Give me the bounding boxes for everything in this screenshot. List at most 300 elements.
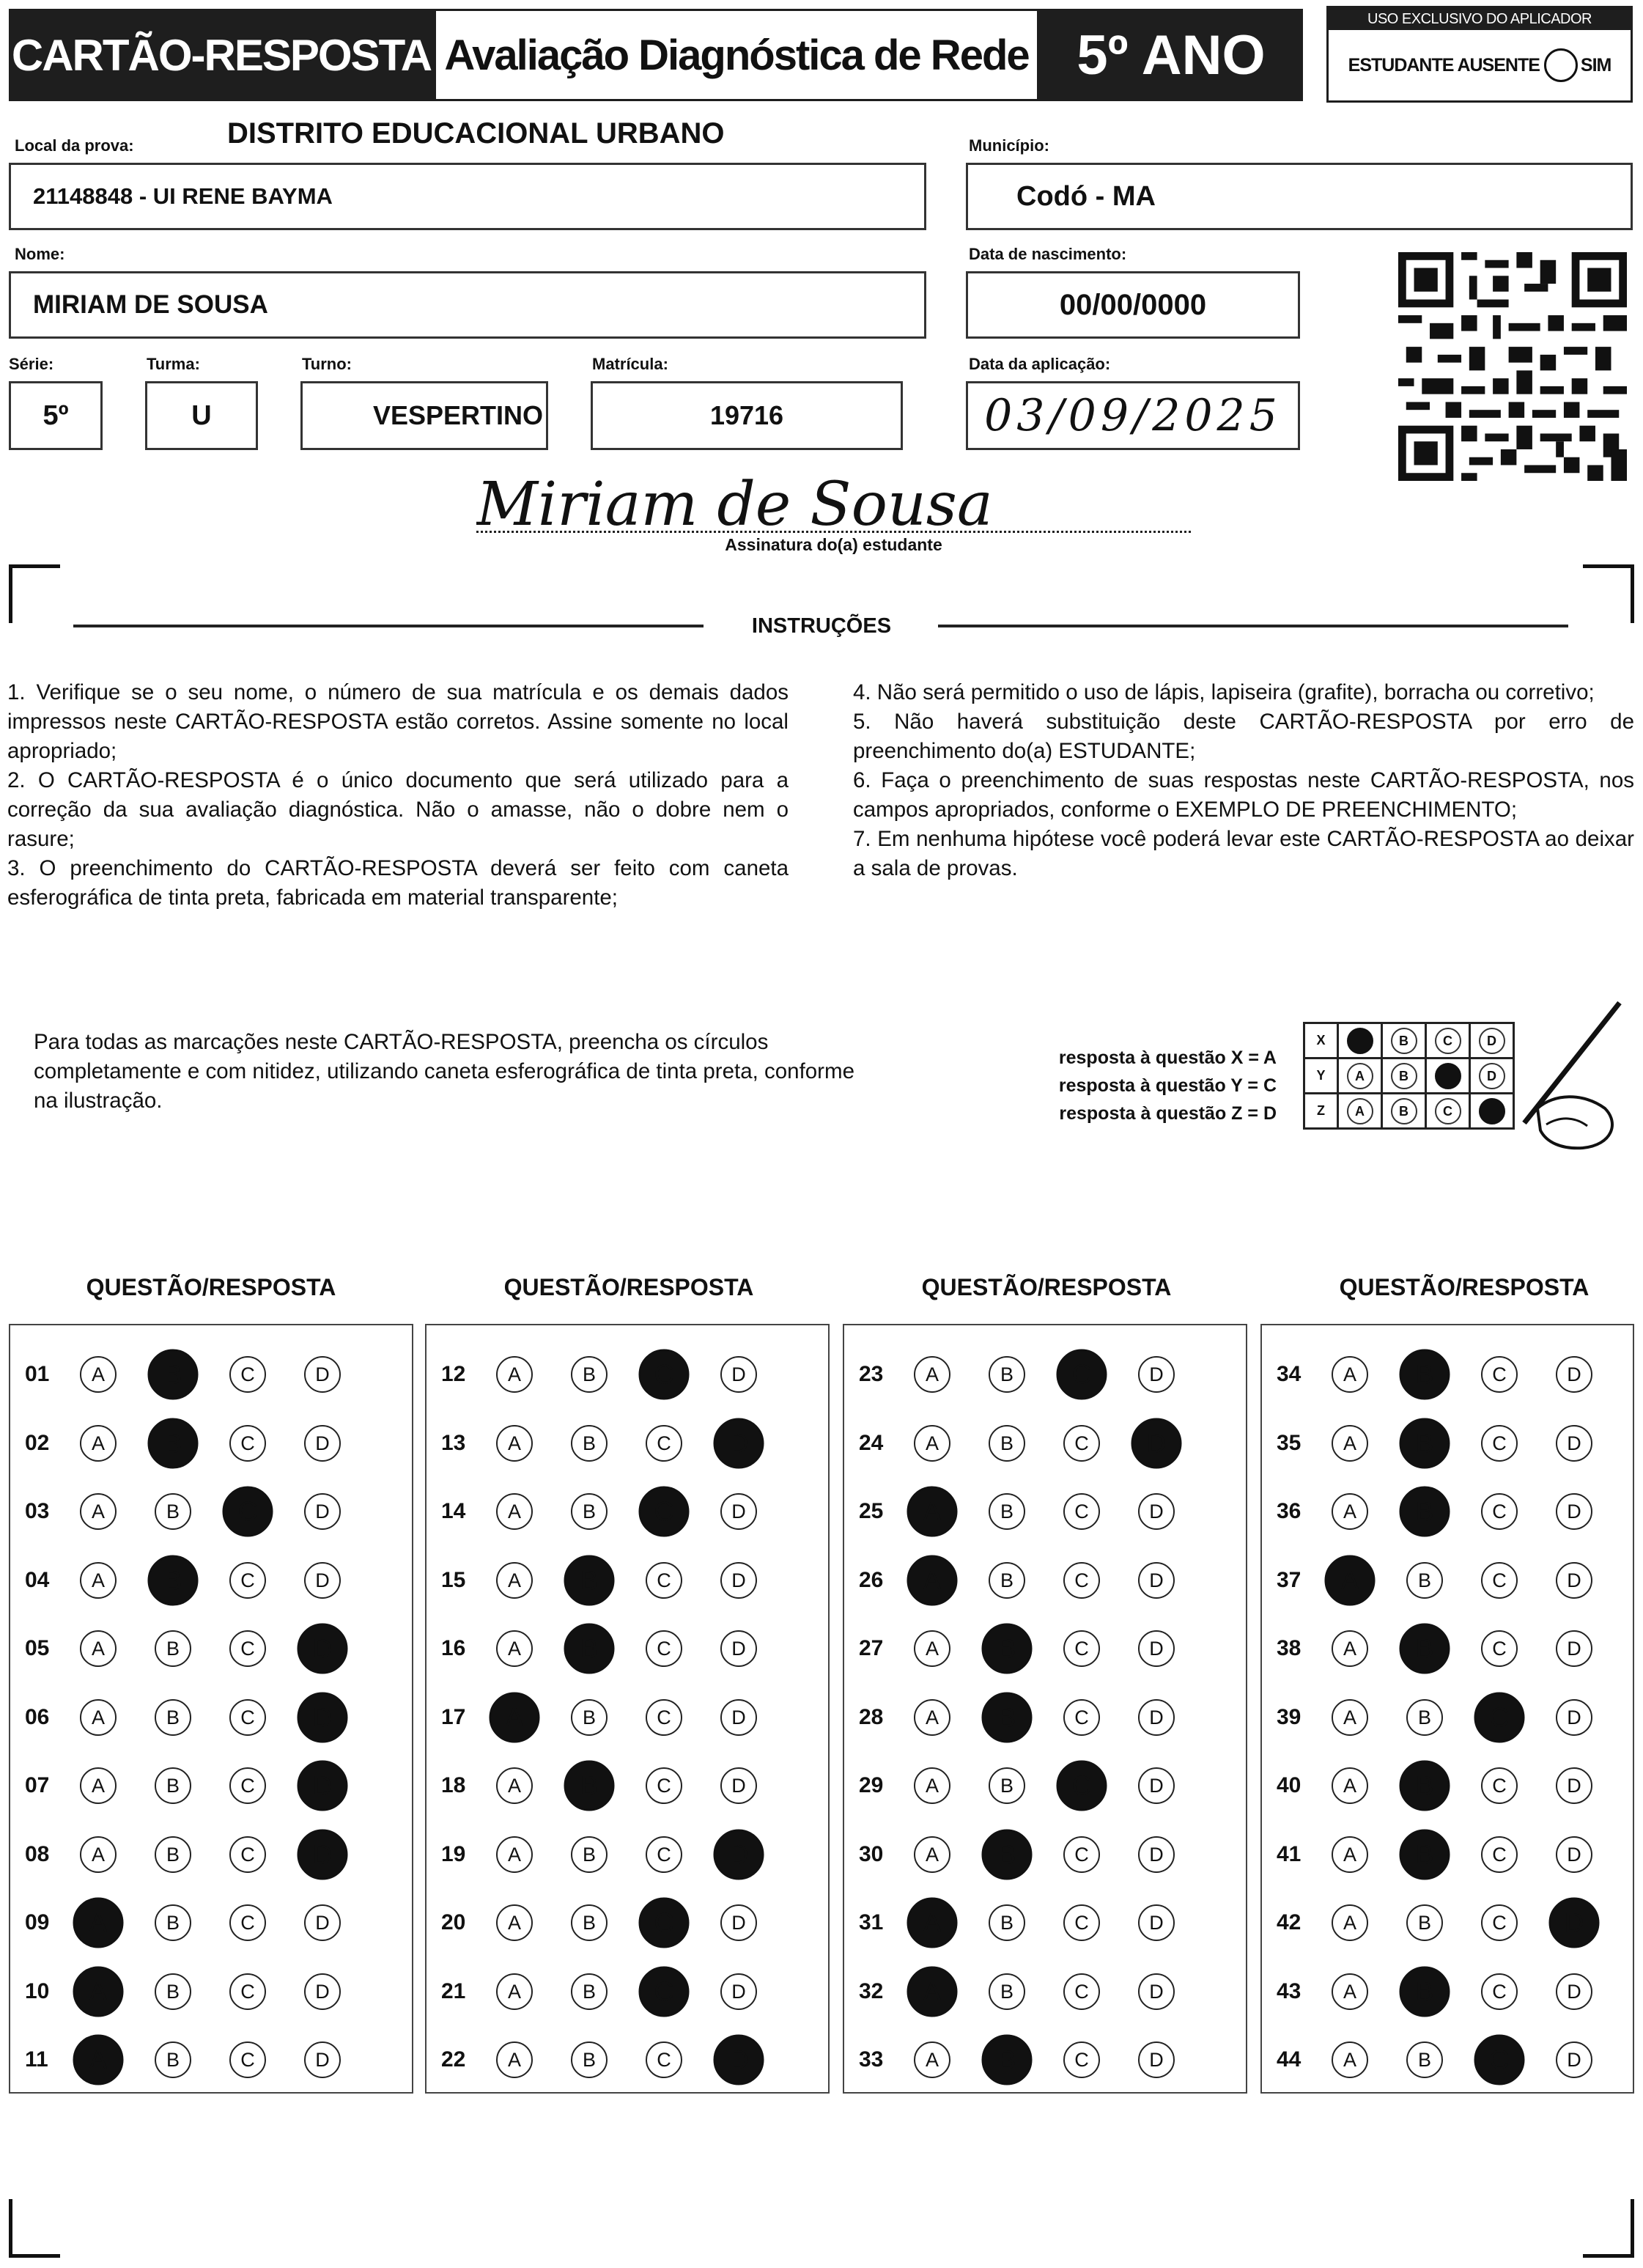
answer-row — [10, 1614, 412, 1683]
answer-bubble-c[interactable]: C — [639, 1966, 690, 2017]
question-number: 23 — [859, 1362, 884, 1386]
answer-bubble-d[interactable]: D — [1556, 1973, 1592, 2010]
question-number: 44 — [1277, 2047, 1302, 2072]
answer-bubble-a[interactable]: A — [907, 1555, 958, 1605]
answer-bubble-a[interactable]: A — [1332, 1425, 1368, 1462]
answer-bubble-c[interactable]: C — [1481, 1425, 1518, 1462]
answer-bubble-d[interactable]: D — [1549, 1898, 1600, 1948]
answer-bubble-c[interactable]: C — [646, 1425, 682, 1462]
answer-row — [1262, 1340, 1633, 1409]
answer-bubble-c[interactable]: C — [1063, 1904, 1100, 1941]
answer-bubble-a[interactable]: A — [496, 2041, 533, 2078]
answer-bubble-b[interactable]: B — [1400, 1624, 1450, 1674]
answer-bubble-a[interactable]: A — [907, 1898, 958, 1948]
question-number: 36 — [1277, 1499, 1302, 1523]
question-number: 03 — [25, 1499, 50, 1523]
answer-bubble-c[interactable]: C — [223, 1487, 273, 1537]
answer-bubble-b[interactable]: B — [989, 1493, 1025, 1530]
answer-bubble-b[interactable]: B — [989, 1356, 1025, 1393]
instructions-left-column — [7, 678, 789, 913]
question-number: 01 — [25, 1362, 50, 1386]
answer-bubble-d[interactable]: D — [1556, 1699, 1592, 1736]
answer-bubble-b[interactable]: B — [1400, 1487, 1450, 1537]
absent-label: ESTUDANTE AUSENTE — [1348, 54, 1540, 76]
answer-row — [427, 1820, 828, 1889]
answer-bubble-a[interactable]: A — [496, 1356, 533, 1393]
question-number: 28 — [859, 1704, 884, 1729]
answer-row — [10, 1888, 412, 1957]
answer-bubble-c[interactable]: C — [1063, 1562, 1100, 1599]
frame-corner-bottom-right — [1583, 2199, 1634, 2258]
grade-field: 5º — [9, 381, 103, 450]
question-number: 02 — [25, 1430, 50, 1455]
answer-bubble-a[interactable]: A — [1332, 1767, 1368, 1804]
answer-bubble-c[interactable]: C — [229, 1699, 266, 1736]
answer-bubble-a[interactable]: A — [80, 1630, 117, 1667]
question-number: 43 — [1277, 1978, 1302, 2003]
answer-row — [1262, 1409, 1633, 1478]
answer-bubble-d[interactable]: D — [1556, 1630, 1592, 1667]
answer-bubble-d[interactable]: D — [714, 2035, 764, 2085]
answer-bubble-d[interactable]: D — [720, 1699, 757, 1736]
filling-example — [1303, 1022, 1515, 1130]
question-number: 24 — [859, 1430, 884, 1455]
answer-bubble-a[interactable]: A — [80, 1699, 117, 1736]
class-field: U — [145, 381, 258, 450]
answer-bubble-c[interactable]: C — [1063, 1493, 1100, 1530]
example-bubble-a: A — [1347, 1063, 1373, 1089]
answer-bubble-b[interactable]: B — [989, 1767, 1025, 1804]
answer-row — [844, 1820, 1246, 1889]
answer-bubble-c[interactable]: C — [1063, 1836, 1100, 1873]
answer-bubble-d[interactable]: D — [304, 1425, 341, 1462]
answer-bubble-a[interactable]: A — [496, 1836, 533, 1873]
answer-bubble-b[interactable]: B — [571, 1356, 608, 1393]
question-number: 25 — [859, 1499, 884, 1523]
answer-bubble-b[interactable]: B — [571, 1973, 608, 2010]
instruction-item: 3. O preenchimento do CARTÃO-RESPOSTA deverá ser feito com caneta esferográfica de tinta preta, fabricada em material transparente; — [7, 856, 789, 910]
district-name: DISTRITO EDUCACIONAL URBANO — [227, 117, 725, 150]
answer-bubble-d[interactable]: D — [298, 1692, 348, 1742]
answer-bubble-c[interactable]: C — [229, 1973, 266, 2010]
answer-bubble-d[interactable]: D — [1138, 1562, 1175, 1599]
answer-bubble-c[interactable]: C — [229, 1356, 266, 1393]
question-number: 22 — [441, 2047, 466, 2072]
answer-bubble-b[interactable]: B — [571, 1493, 608, 1530]
answer-column-header: QUESTÃO/RESPOSTA — [86, 1274, 336, 1300]
example-label: resposta à questão Y = C — [1058, 1075, 1277, 1096]
answer-bubble-c[interactable]: C — [1063, 1973, 1100, 2010]
answer-bubble-b[interactable]: B — [571, 1425, 608, 1462]
answer-bubble-b[interactable]: B — [155, 1973, 191, 2010]
instruction-item: 4. Não será permitido o uso de lápis, lapiseira (grafite), borracha ou corretivo; — [853, 680, 1595, 704]
question-number: 21 — [441, 1978, 466, 2003]
applicator-header: USO EXCLUSIVO DO APLICADOR — [1329, 8, 1631, 30]
answer-row — [844, 2025, 1246, 2094]
answer-bubble-a[interactable]: A — [914, 2041, 950, 2078]
answer-bubble-c[interactable]: C — [1481, 1562, 1518, 1599]
question-number: 35 — [1277, 1430, 1302, 1455]
question-number: 06 — [25, 1704, 50, 1729]
example-bubble-a — [1347, 1028, 1373, 1054]
example-bubble-c: C — [1435, 1028, 1461, 1054]
answer-row — [1262, 1888, 1633, 1957]
signature-label: Assinatura do(a) estudante — [725, 535, 942, 554]
question-number: 31 — [859, 1910, 884, 1934]
student-signature — [476, 466, 1092, 540]
answer-row — [844, 1477, 1246, 1546]
answer-bubble-b[interactable]: B — [148, 1350, 199, 1400]
answer-bubble-b[interactable]: B — [155, 1836, 191, 1873]
answer-bubble-d[interactable]: D — [1556, 1356, 1592, 1393]
answer-bubble-c[interactable]: C — [1474, 1692, 1525, 1742]
municipality-label: Município: — [969, 136, 1049, 155]
class-label: Turma: — [147, 355, 200, 373]
answer-bubble-a[interactable]: A — [914, 1699, 950, 1736]
answer-bubble-b[interactable]: B — [148, 1555, 199, 1605]
answer-bubble-c[interactable]: C — [1063, 1425, 1100, 1462]
answer-bubble-a[interactable]: A — [496, 1630, 533, 1667]
answer-bubble-c[interactable]: C — [229, 1630, 266, 1667]
absent-option: SIM — [1580, 54, 1611, 76]
question-number: 16 — [441, 1636, 466, 1660]
answer-bubble-a[interactable]: A — [496, 1425, 533, 1462]
application-date-label: Data da aplicação: — [969, 355, 1111, 373]
answer-bubble-d[interactable]: D — [304, 1973, 341, 2010]
answer-bubble-a[interactable]: A — [1332, 1836, 1368, 1873]
pen-hand-icon — [1495, 998, 1627, 1152]
municipality-field: Codó - MA — [966, 163, 1633, 230]
answer-bubble-c[interactable]: C — [646, 1767, 682, 1804]
answer-bubble-b[interactable]: B — [989, 1904, 1025, 1941]
answer-bubble-b[interactable]: B — [1400, 1829, 1450, 1879]
answer-bubble-d[interactable]: D — [1138, 1493, 1175, 1530]
question-number: 09 — [25, 1910, 50, 1934]
answer-bubble-a[interactable]: A — [1332, 1356, 1368, 1393]
answer-bubble-b[interactable]: B — [1406, 1699, 1443, 1736]
answer-bubble-a[interactable]: A — [914, 1836, 950, 1873]
answer-row — [844, 1409, 1246, 1478]
question-number: 37 — [1277, 1567, 1302, 1592]
answer-bubble-a[interactable]: A — [496, 1562, 533, 1599]
answer-bubble-b[interactable]: B — [1400, 1350, 1450, 1400]
answer-bubble-d[interactable]: D — [304, 1904, 341, 1941]
answer-bubble-a[interactable]: A — [1325, 1555, 1376, 1605]
answer-bubble-a[interactable]: A — [907, 1487, 958, 1537]
shift-field: VESPERTINO — [300, 381, 548, 450]
answer-bubble-d[interactable]: D — [720, 1493, 757, 1530]
signature-line — [476, 531, 1191, 533]
answer-bubble-d[interactable]: D — [1556, 2041, 1592, 2078]
answer-bubble-a[interactable]: A — [73, 2035, 124, 2085]
answer-bubble-c[interactable]: C — [1474, 2035, 1525, 2085]
answer-row — [10, 2025, 412, 2094]
answer-bubble-a[interactable]: A — [914, 1767, 950, 1804]
answer-bubble-b[interactable]: B — [155, 2041, 191, 2078]
answer-bubble-a[interactable]: A — [1332, 1630, 1368, 1667]
answer-bubble-b[interactable]: B — [571, 1699, 608, 1736]
question-number: 38 — [1277, 1636, 1302, 1660]
question-number: 12 — [441, 1362, 466, 1386]
answer-bubble-c[interactable]: C — [1057, 1761, 1107, 1811]
example-bubble-d: D — [1479, 1028, 1505, 1054]
answer-bubble-b[interactable]: B — [1400, 1761, 1450, 1811]
birth-field: 00/00/0000 — [966, 271, 1300, 339]
answer-row — [427, 1614, 828, 1683]
example-bubble-b: B — [1391, 1098, 1417, 1124]
answer-bubble-d[interactable]: D — [1138, 1699, 1175, 1736]
example-bubble-b: B — [1391, 1063, 1417, 1089]
question-number: 19 — [441, 1841, 466, 1866]
answer-bubble-a[interactable]: A — [80, 1767, 117, 1804]
answer-bubble-d[interactable]: D — [720, 1630, 757, 1667]
answer-bubble-b[interactable]: B — [1406, 1562, 1443, 1599]
question-number: 39 — [1277, 1704, 1302, 1729]
answer-bubble-a[interactable]: A — [496, 1493, 533, 1530]
application-date-field: 03/09/2025 — [966, 381, 1300, 450]
answer-bubble-b[interactable]: B — [148, 1418, 199, 1468]
answer-bubble-b[interactable]: B — [571, 1904, 608, 1941]
answer-bubble-c[interactable]: C — [639, 1350, 690, 1400]
answer-bubble-c[interactable]: C — [229, 1425, 266, 1462]
name-field: MIRIAM DE SOUSA — [9, 271, 926, 339]
answer-row — [10, 1477, 412, 1546]
instruction-item: 1. Verifique se o seu nome, o número de sua matrícula e os demais dados impressos neste CARTÃO-RESPOSTA estão corretos. Assine somente no local apropriado; — [7, 680, 789, 763]
answer-bubble-a[interactable]: A — [914, 1630, 950, 1667]
question-number: 30 — [859, 1841, 884, 1866]
answer-bubble-d[interactable]: D — [720, 1767, 757, 1804]
name-label: Nome: — [15, 245, 65, 263]
answer-bubble-c[interactable]: C — [646, 1836, 682, 1873]
answer-row — [844, 1957, 1246, 2026]
answer-bubble-a[interactable]: A — [1332, 1699, 1368, 1736]
answer-bubble-c[interactable]: C — [1481, 1493, 1518, 1530]
question-number: 07 — [25, 1773, 50, 1797]
answer-row — [844, 1546, 1246, 1615]
answer-bubble-d[interactable]: D — [1138, 1973, 1175, 2010]
card-label: CARTÃO-RESPOSTA — [9, 9, 434, 101]
answer-bubble-a[interactable]: A — [80, 1562, 117, 1599]
answer-bubble-d[interactable]: D — [720, 1356, 757, 1393]
answer-bubble-d[interactable]: D — [720, 1973, 757, 2010]
answer-bubble-a[interactable]: A — [80, 1356, 117, 1393]
example-labels — [1011, 1044, 1277, 1127]
answer-bubble-a[interactable]: A — [80, 1493, 117, 1530]
answer-bubble-c[interactable]: C — [646, 1562, 682, 1599]
question-number: 33 — [859, 2047, 884, 2072]
absent-checkbox[interactable] — [1544, 48, 1578, 82]
answer-bubble-d[interactable]: D — [720, 1562, 757, 1599]
instruction-item: 7. Em nenhuma hipótese você poderá levar este CARTÃO-RESPOSTA ao deixar a sala de provas. — [853, 827, 1634, 880]
answer-bubble-d[interactable]: D — [1138, 1767, 1175, 1804]
answer-row — [1262, 1751, 1633, 1820]
answer-bubble-c[interactable]: C — [229, 1904, 266, 1941]
answer-bubble-d[interactable]: D — [298, 1624, 348, 1674]
applicator-box — [1326, 6, 1633, 103]
instructions-right-column — [853, 678, 1634, 883]
answer-bubble-c[interactable]: C — [229, 2041, 266, 2078]
qr-code — [1398, 252, 1627, 481]
answer-column-header: QUESTÃO/RESPOSTA — [503, 1274, 754, 1300]
grade-label: Série: — [9, 355, 54, 373]
answer-bubble-a[interactable]: A — [490, 1692, 540, 1742]
answer-row — [1262, 1614, 1633, 1683]
answer-bubble-b[interactable]: B — [155, 1904, 191, 1941]
answer-bubble-c[interactable]: C — [1481, 1630, 1518, 1667]
answer-bubble-a[interactable]: A — [496, 1767, 533, 1804]
example-question: X — [1304, 1023, 1338, 1058]
answer-row — [427, 1683, 828, 1752]
question-number: 42 — [1277, 1910, 1302, 1934]
answer-row — [1262, 1957, 1633, 2026]
answer-bubble-c[interactable]: C — [639, 1898, 690, 1948]
birth-label: Data de nascimento: — [969, 245, 1127, 263]
answer-bubble-c[interactable]: C — [229, 1562, 266, 1599]
filling-note: Para todas as marcações neste CARTÃO-RESPOSTA, preencha os círculos completamente e com nitidez, utilizando caneta esferográfica de tinta preta, conforme na ilustração. — [34, 1030, 854, 1113]
answer-bubble-d[interactable]: D — [304, 1493, 341, 1530]
answer-bubble-a[interactable]: A — [907, 1966, 958, 2017]
answer-panel — [425, 1324, 830, 2094]
answer-row — [10, 1546, 412, 1615]
example-bubble-b: B — [1391, 1028, 1417, 1054]
answer-row — [10, 1751, 412, 1820]
answer-bubble-a[interactable]: A — [1332, 1973, 1368, 2010]
answer-bubble-d[interactable]: D — [1138, 1836, 1175, 1873]
answer-bubble-c[interactable]: C — [646, 1630, 682, 1667]
answer-bubble-d[interactable]: D — [714, 1829, 764, 1879]
answer-bubble-c[interactable]: C — [1063, 1699, 1100, 1736]
answer-row — [1262, 1546, 1633, 1615]
answer-panel — [843, 1324, 1247, 2094]
answer-bubble-b[interactable]: B — [982, 1829, 1033, 1879]
answer-bubble-d[interactable]: D — [304, 1562, 341, 1599]
example-bubble-d: D — [1479, 1063, 1505, 1089]
answer-bubble-d[interactable]: D — [1556, 1425, 1592, 1462]
example-question: Z — [1304, 1094, 1338, 1129]
shift-label: Turno: — [302, 355, 352, 373]
answer-bubble-b[interactable]: B — [155, 1493, 191, 1530]
answer-bubble-d[interactable]: D — [298, 1829, 348, 1879]
answer-bubble-c[interactable]: C — [646, 1699, 682, 1736]
answer-row — [1262, 1683, 1633, 1752]
answer-bubble-d[interactable]: D — [1131, 1418, 1182, 1468]
answer-bubble-c[interactable]: C — [1481, 1767, 1518, 1804]
answer-bubble-a[interactable]: A — [73, 1898, 124, 1948]
answer-bubble-a[interactable]: A — [1332, 1493, 1368, 1530]
answer-bubble-c[interactable]: C — [229, 1836, 266, 1873]
answer-bubble-d[interactable]: D — [1556, 1562, 1592, 1599]
answer-bubble-c[interactable]: C — [1481, 1904, 1518, 1941]
answer-column-header: QUESTÃO/RESPOSTA — [921, 1274, 1172, 1300]
answer-bubble-b[interactable]: B — [989, 1562, 1025, 1599]
instruction-item: 6. Faça o preenchimento de suas respostas neste CARTÃO-RESPOSTA, nos campos apropriados, conforme o EXEMPLO DE PREENCHIMENTO; — [853, 768, 1634, 822]
answer-bubble-d[interactable]: D — [1556, 1836, 1592, 1873]
answer-row — [1262, 1820, 1633, 1889]
answer-bubble-b[interactable]: B — [982, 1624, 1033, 1674]
answer-bubble-a[interactable]: A — [73, 1966, 124, 2017]
answer-bubble-b[interactable]: B — [564, 1761, 615, 1811]
answer-bubble-a[interactable]: A — [914, 1356, 950, 1393]
answer-bubble-a[interactable]: A — [1332, 2041, 1368, 2078]
answer-bubble-b[interactable]: B — [155, 1699, 191, 1736]
instructions-title: INSTRUÇÕES — [751, 614, 892, 638]
answer-bubble-d[interactable]: D — [1556, 1767, 1592, 1804]
question-number: 18 — [441, 1773, 466, 1797]
answer-bubble-c[interactable]: C — [229, 1767, 266, 1804]
answer-bubble-c[interactable]: C — [646, 2041, 682, 2078]
answer-bubble-b[interactable]: B — [571, 1836, 608, 1873]
answer-bubble-b[interactable]: B — [1400, 1418, 1450, 1468]
answer-bubble-b[interactable]: B — [989, 1425, 1025, 1462]
question-number: 13 — [441, 1430, 466, 1455]
answer-panel — [9, 1324, 413, 2094]
frame-corner-bottom-left — [9, 2199, 60, 2258]
answer-bubble-b[interactable]: B — [564, 1624, 615, 1674]
answer-bubble-c[interactable]: C — [1481, 1973, 1518, 2010]
answer-row — [844, 1340, 1246, 1409]
example-bubble-c: C — [1435, 1098, 1461, 1124]
answer-bubble-d[interactable]: D — [304, 1356, 341, 1393]
answer-bubble-b[interactable]: B — [982, 2035, 1033, 2085]
answer-row — [10, 1409, 412, 1478]
answer-bubble-d[interactable]: D — [1556, 1493, 1592, 1530]
school-field: 21148848 - UI RENE BAYMA — [9, 163, 926, 230]
question-number: 26 — [859, 1567, 884, 1592]
answer-bubble-d[interactable]: D — [1138, 2041, 1175, 2078]
answer-bubble-b[interactable]: B — [982, 1692, 1033, 1742]
answer-row — [427, 1957, 828, 2026]
answer-bubble-c[interactable]: C — [1481, 1356, 1518, 1393]
answer-bubble-d[interactable]: D — [1138, 1356, 1175, 1393]
answer-row — [427, 1409, 828, 1478]
question-number: 04 — [25, 1567, 50, 1592]
answer-bubble-d[interactable]: D — [298, 1761, 348, 1811]
answer-bubble-b[interactable]: B — [155, 1630, 191, 1667]
answer-row — [10, 1820, 412, 1889]
answer-bubble-b[interactable]: B — [1406, 1904, 1443, 1941]
answer-row — [427, 2025, 828, 2094]
answer-bubble-d[interactable]: D — [714, 1418, 764, 1468]
answer-bubble-b[interactable]: B — [989, 1973, 1025, 2010]
answer-bubble-a[interactable]: A — [80, 1836, 117, 1873]
answer-bubble-b[interactable]: B — [1406, 2041, 1443, 2078]
answer-bubble-b[interactable]: B — [564, 1555, 615, 1605]
answer-bubble-a[interactable]: A — [914, 1425, 950, 1462]
answer-bubble-b[interactable]: B — [155, 1767, 191, 1804]
answer-bubble-a[interactable]: A — [496, 1904, 533, 1941]
answer-bubble-a[interactable]: A — [496, 1973, 533, 2010]
question-number: 40 — [1277, 1773, 1302, 1797]
answer-bubble-c[interactable]: C — [1481, 1836, 1518, 1873]
answer-bubble-d[interactable]: D — [304, 2041, 341, 2078]
answer-bubble-a[interactable]: A — [1332, 1904, 1368, 1941]
answer-bubble-c[interactable]: C — [1057, 1350, 1107, 1400]
answer-row — [427, 1340, 828, 1409]
answer-bubble-c[interactable]: C — [1063, 2041, 1100, 2078]
answer-bubble-a[interactable]: A — [80, 1425, 117, 1462]
answer-bubble-d[interactable]: D — [1138, 1630, 1175, 1667]
answer-bubble-d[interactable]: D — [720, 1904, 757, 1941]
answer-bubble-c[interactable]: C — [1063, 1630, 1100, 1667]
answer-bubble-b[interactable]: B — [1400, 1966, 1450, 2017]
answer-bubble-b[interactable]: B — [571, 2041, 608, 2078]
answer-row — [427, 1751, 828, 1820]
question-number: 41 — [1277, 1841, 1302, 1866]
answer-bubble-d[interactable]: D — [1138, 1904, 1175, 1941]
example-bubble-c — [1435, 1063, 1461, 1089]
answer-bubble-c[interactable]: C — [639, 1487, 690, 1537]
question-number: 11 — [25, 2047, 48, 2072]
